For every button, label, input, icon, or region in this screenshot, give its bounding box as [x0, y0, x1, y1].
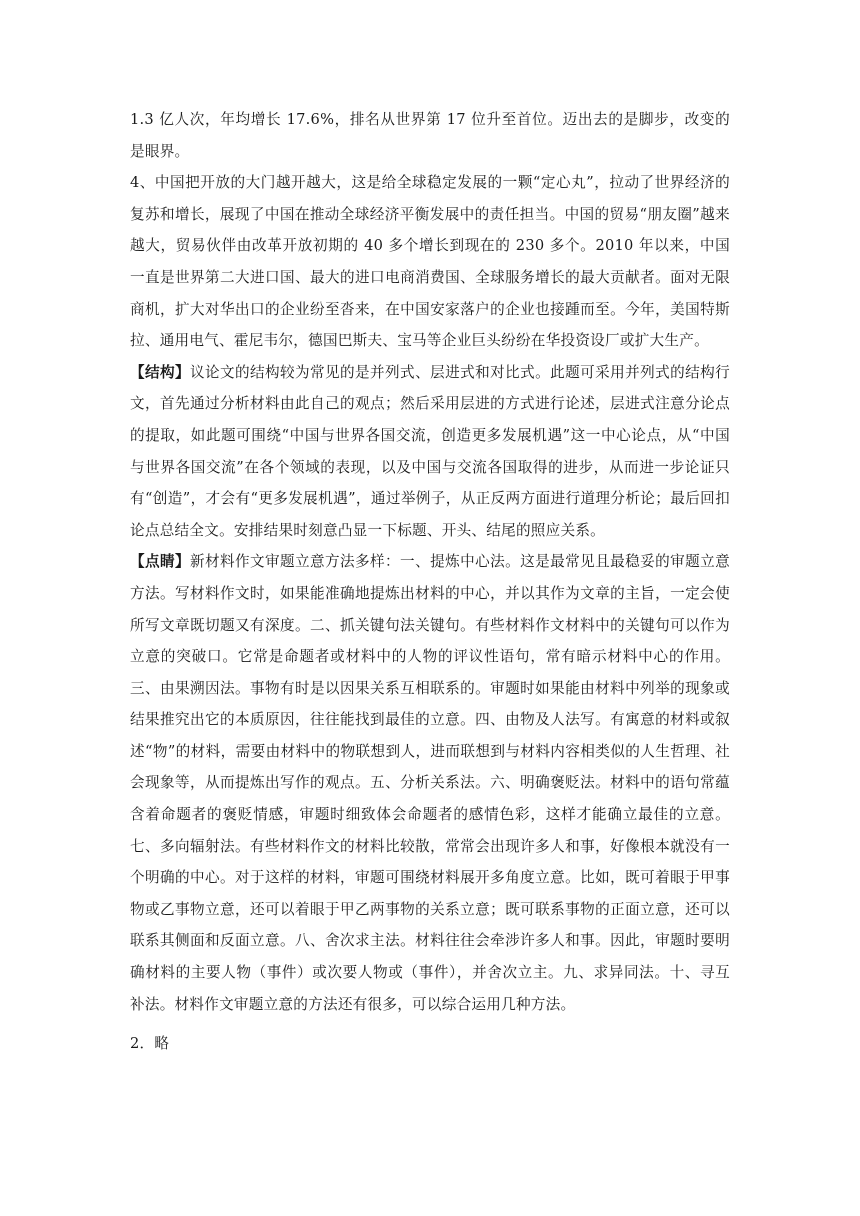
document-page [130, 104, 730, 1060]
paragraph-text: 1.3 亿人次，年均增长 17.6%，排名从世界第 17 位升至首位。迈出去的是脚步，改变的是眼界。 [130, 111, 730, 160]
answer-text: 2．略 [130, 1035, 170, 1053]
paragraph-text: 议论文的结构较为常见的是并列式、层进式和对比式。此题可采用并列式的结构行文，首先通过分析材料由此自己的观点；然后采用层进的方式进行论述，层进式注意分论点的提取，如此题可围绕“中国与世界各国交流，创造更多发展机遇”这一中心论点，从“中国与世界各国交流”在各个领域的表现，以及中国与交流各国取得的进步，从而进一步论证只有“创造”，才会有“更多发展机遇”，通过举例子，从正反两方面进行道理分析论；最后回扣论点总结全文。安排结果时刻意凸显一下标题、开头、结尾的照应关系。 [130, 363, 730, 539]
paragraph-text: 4、中国把开放的大门越开越大，这是给全球稳定发展的一颗“定心丸”，拉动了世界经济的复苏和增长，展现了中国在推动全球经济平衡发展中的责任担当。中国的贸易“朋友圈”越来越大，贸易伙伴由改革开放初期的 40 多个增长到现在的 230 多个。2010 年以来，中国一直是世界第二大进口国、最大的进口电商消费国、全球服务增长的最大贡献者。面对无限商机，扩大对华出口的企业纷至沓来，在中国安家落户的企业也接踵而至。今年，美国特斯拉、通用电气、霍尼韦尔，德国巴斯夫、宝马等企业巨头纷纷在华投资设厂或扩大生产。 [130, 174, 730, 350]
answer-line [130, 1028, 730, 1060]
paragraph-key-point [130, 546, 730, 1020]
paragraph-point-4 [130, 167, 730, 357]
key-point-tag: 【点睛】 [130, 553, 191, 571]
paragraph-text: 新材料作文审题立意方法多样：一、提炼中心法。这是最常见且最稳妥的审题立意方法。写材料作文时，如果能准确地提炼出材料的中心，并以其作为文章的主旨，一定会使所写文章既切题又有深度。二、抓关键句法关键句。有些材料作文材料中的关键句可以作为立意的突破口。它常是命题者或材料中的人物的评议性语句，常有暗示材料中心的作用。三、由果溯因法。事物有时是以因果关系互相联系的。审题时如果能由材料中列举的现象或结果推究出它的本质原因，往往能找到最佳的立意。四、由物及人法写。有寓意的材料或叙述“物”的材料，需要由材料中的物联想到人，进而联想到与材料内容相类似的人生哲理、社会现象等，从而提炼出写作的观点。五、分析关系法。六、明确褒贬法。材料中的语句常蕴含着命题者的褒贬情感，审题时细致体会命题者的感情色彩，这样才能确立最佳的立意。七、多向辐射法。有些材料作文的材料比较散，常常会出现许多人和事，好像根本就没有一个明确的中心。对于这样的材料，审题可围绕材料展开多角度立意。比如，既可着眼于甲事物或乙事物立意，还可以着眼于甲乙两事物的关系立意；既可联系事物的正面立意，还可以联系其侧面和反面立意。八、舍次求主法。材料往往会牵涉许多人和事。因此，审题时要明确材料的主要人物（事件）或次要人物或（事件），并舍次立主。九、求异同法。十、寻互补法。材料作文审题立意的方法还有很多，可以综合运用几种方法。 [130, 553, 730, 1013]
paragraph-structure [130, 357, 730, 547]
structure-tag: 【结构】 [130, 363, 191, 381]
paragraph-continued-stats [130, 104, 730, 167]
